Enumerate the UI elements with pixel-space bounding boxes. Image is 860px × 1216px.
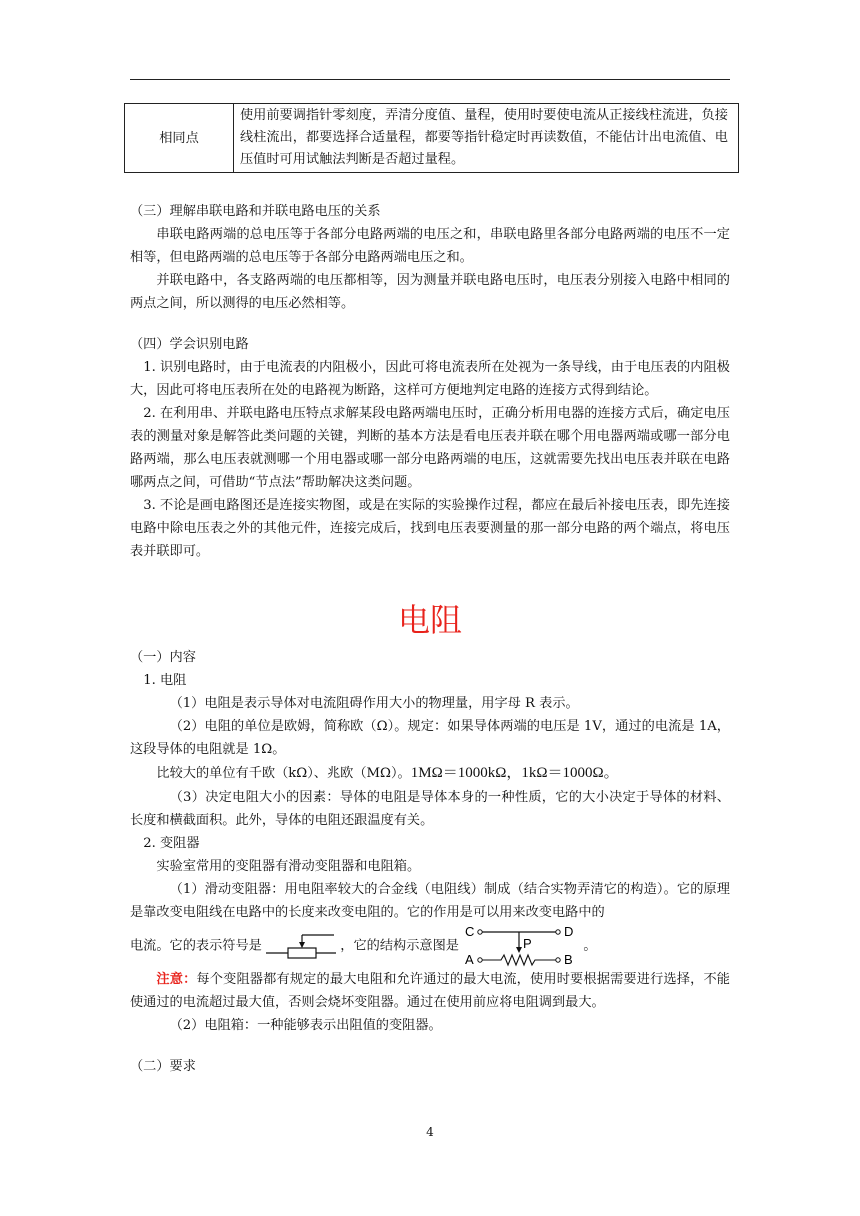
paragraph: （1）电阻是表示导体对电流阻碍作用大小的物理量，用字母 R 表示。 <box>169 696 579 711</box>
rheostat-structure-diagram <box>463 924 579 968</box>
terminal-c-label: C <box>465 924 475 939</box>
section-heading: （一）内容 <box>130 650 196 665</box>
paragraph: 实验室常用的变阻器有滑动变阻器和电阻箱。 <box>156 859 421 874</box>
table-cell-text: 使用前要调指针零刻度，弄清分度值、量程，使用时要使电流从正接线柱流进，负接线柱流出，都要选择合适量程，都要等指针稳定时再读数值，不能估计出电流值、电压值时可用试触法判断是否超过量程。 <box>234 104 739 173</box>
comparison-table <box>124 103 739 173</box>
section-heading: （二）要求 <box>130 1059 196 1074</box>
paragraph-text: ，它的结构示意图是 <box>340 938 459 954</box>
paragraph: （3）决定电阻大小的因素：导体的电阻是导体本身的一种性质，它的大小决定于导体的材料、长度和横截面积。此外，导体的电阻还跟温度有关。 <box>130 790 730 828</box>
table-row-label: 相同点 <box>125 104 234 173</box>
unit-formula: 1MΩ＝1000kΩ，1kΩ＝1000Ω。 <box>410 765 619 781</box>
paragraph <box>130 761 730 786</box>
paragraph: （2）电阻的单位是欧姆，简称欧（Ω）。规定：如果导体两端的电压是 1V，通过的电流是 1A，这段导体的电阻就是 1Ω。 <box>130 719 730 757</box>
slider-p-label: P <box>523 936 532 951</box>
list-item: 2. 在利用串、并联电路电压特点求解某段电路两端电压时，正确分析用电器的连接方式后，确定电压表的测量对象是解答此类问题的关键，判断的基本方法是看电压表并联在哪个用电器两端或哪一部分电路两端，那么电压表就测哪一个用电器或哪一部分电路两端的电压，这就需要先找出电压表并联在电路哪两点之间，可借助“节点法”帮助解决这类问题。 <box>130 406 730 490</box>
section-heading: （三）理解串联电路和并联电路电压的关系 <box>130 204 381 219</box>
note-text: 每个变阻器都有规定的最大电阻和允许通过的最大电流，使用时要根据需要进行选择，不能使通过的电流超过最大值，否则会烧坏变阻器。通过在使用前应将电阻调到最大。 <box>130 972 730 1010</box>
paragraph: （1）滑动变阻器：用电阻率较大的合金线（电阻线）制成（结合实物弄清它的构造）。它的原理是靠改变电阻线在电路中的长度来改变电阻的。它的作用是可以用来改变电路中的 <box>130 882 730 920</box>
terminal-d-label: D <box>564 924 574 939</box>
paragraph-text: 。 <box>583 938 597 954</box>
unit-text: 比较大的单位有千欧（kΩ）、兆欧（MΩ）。 <box>156 766 411 781</box>
list-item: 3. 不论是画电路图还是连接实物图，或是在实际的实验操作过程，都应在最后补接电压表，即先连接电路中除电压表之外的其他元件，连接完成后，找到电压表要测量的那一部分电路的两个端点，将电压表并联即可。 <box>130 498 730 559</box>
table-row <box>125 104 739 173</box>
section-resistance <box>130 646 730 1078</box>
terminal-a-label: A <box>465 952 474 967</box>
note-label: 注意： <box>156 972 197 987</box>
paragraph: 串联电路两端的总电压等于各部分电路两端的电压之和，串联电路里各部分电路两端的电压不一定相等，但电路两端的总电压等于各部分电路两端电压之和。 <box>130 227 730 265</box>
section-identify-circuit <box>130 333 730 563</box>
note-paragraph <box>130 968 730 1014</box>
header-rule <box>130 79 730 80</box>
section-title: 电阻 <box>397 601 462 639</box>
paragraph: 并联电路中，各支路两端的电压都相等，因为测量并联电路电压时，电压表分别接入电路中相同的两点之间，所以测得的电压必然相等。 <box>130 273 730 311</box>
section-series-parallel-voltage <box>130 200 730 315</box>
section-heading: （四）学会识别电路 <box>130 337 249 352</box>
rheostat-symbol-icon <box>266 931 336 961</box>
terminal-b-label: B <box>564 952 573 967</box>
list-item: 1. 识别电路时，由于电流表的内阻极小，因此可将电流表所在处视为一条导线，由于电压表的内阻极大，因此可将电压表所在处的电路视为断路，这样可方便地判定电路的连接方式得到结论。 <box>130 360 730 398</box>
sub-heading: 1. 电阻 <box>143 673 187 688</box>
paragraph-text: 电流。它的表示符号是 <box>130 938 262 954</box>
paragraph <box>130 924 730 968</box>
page-number: 4 <box>426 1125 434 1139</box>
sub-heading: 2. 变阻器 <box>143 836 200 851</box>
paragraph: （2）电阻箱：一种能够表示出阻值的变阻器。 <box>169 1018 442 1033</box>
